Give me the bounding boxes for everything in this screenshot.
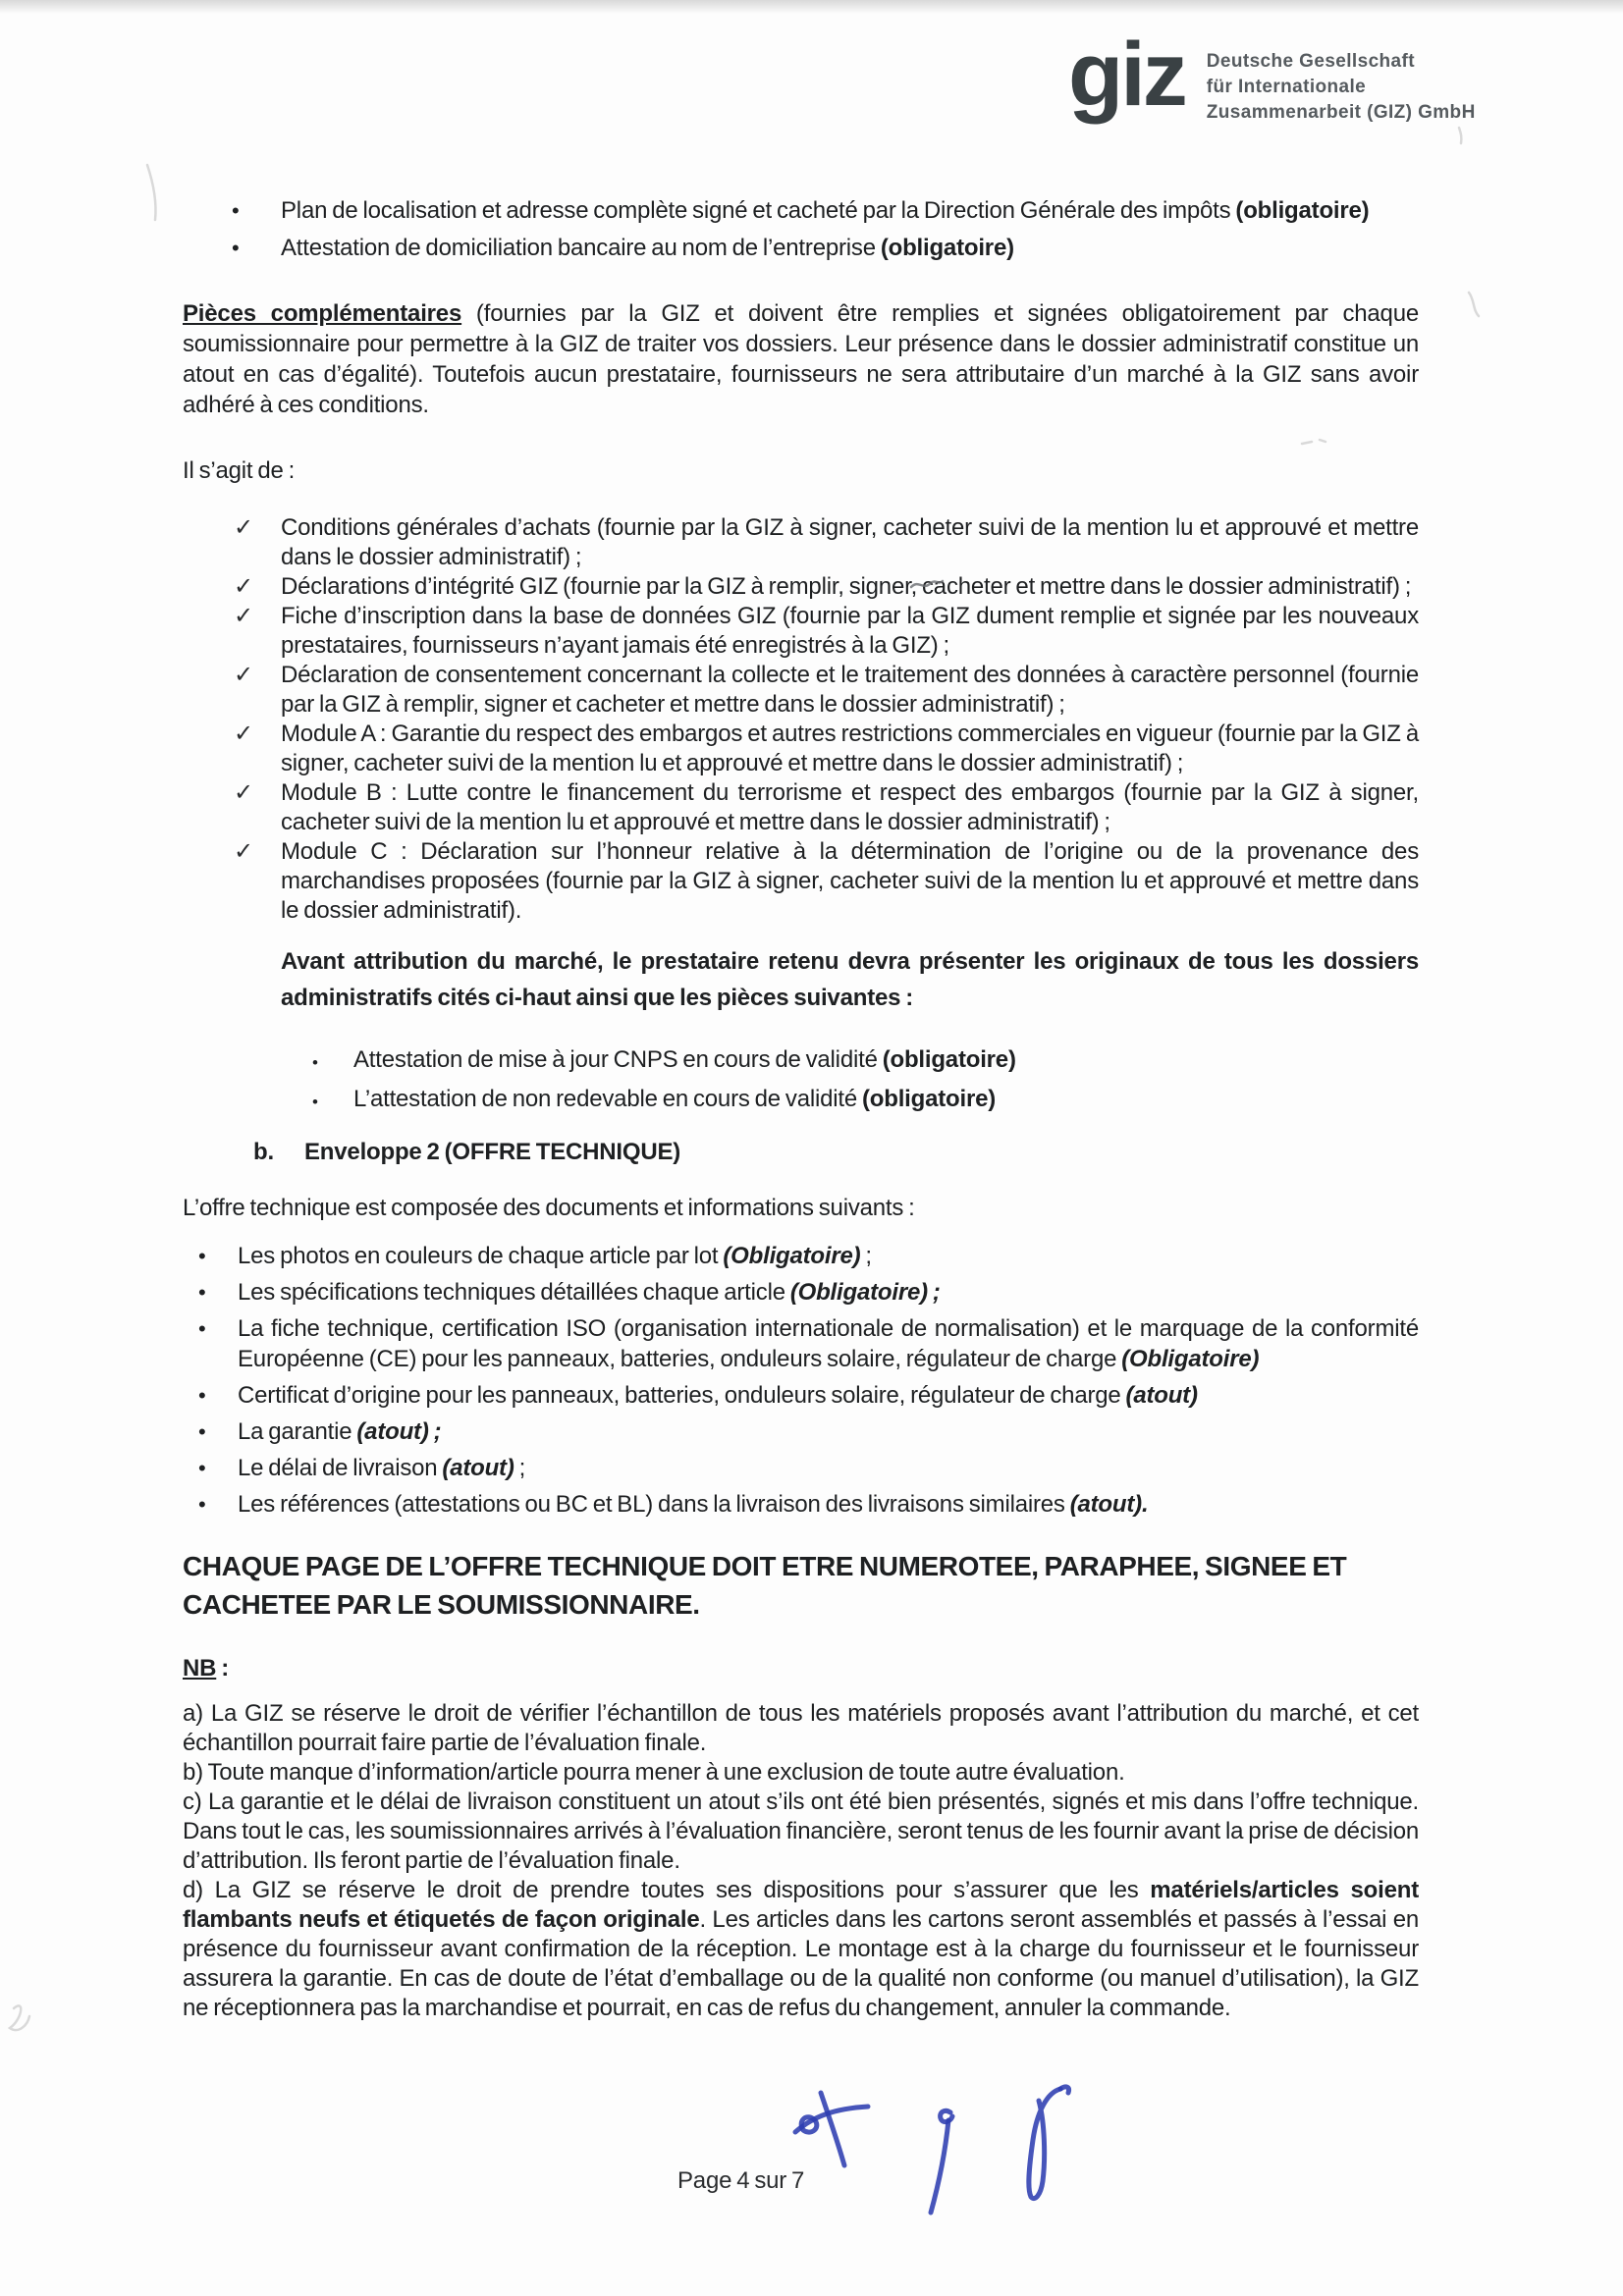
list-item-body: Attestation de domiciliation bancaire au nom de l’entreprise xyxy=(281,235,881,261)
list-item xyxy=(232,230,1419,267)
checklist-item-text: Conditions générales d’achats (fournie par la GIZ à signer, cacheter suivi de la mention lu et approuvé et mettre dans le dossier administratif) ; xyxy=(281,514,1419,570)
list-item-text xyxy=(281,230,1419,267)
note-d-body: d) La GIZ se réserve le droit de prendre toutes ses dispositions pour s’assurer que les xyxy=(183,1877,1151,1903)
obligatoire-flag: (obligatoire) xyxy=(861,1086,997,1112)
giz-logo-line3: Zusammenarbeit (GIZ) GmbH xyxy=(1206,102,1476,123)
list-item xyxy=(198,1416,1419,1447)
list-item-suffix: ; xyxy=(860,1243,872,1269)
list-item xyxy=(198,1241,1419,1271)
list-item-text xyxy=(238,1453,1419,1483)
emphasis-flag: (atout). xyxy=(1069,1491,1149,1518)
bullet-icon: • xyxy=(198,1456,206,1480)
checklist-item xyxy=(234,778,1419,837)
note-d xyxy=(183,1876,1419,2023)
emphasis-flag: (Obligatoire) ; xyxy=(789,1279,941,1306)
admin-bullet-list xyxy=(232,192,1419,267)
obligatoire-flag: (obligatoire) xyxy=(880,235,1014,261)
enveloppe2-title: Enveloppe 2 (OFFRE TECHNIQUE) xyxy=(304,1139,681,1165)
giz-logo-line1: Deutsche Gesellschaft xyxy=(1206,51,1415,72)
list-item-text xyxy=(238,1380,1419,1411)
nb-text: NB xyxy=(183,1655,217,1682)
checkmark-icon: ✓ xyxy=(234,662,253,688)
nb-label xyxy=(183,1653,1419,1683)
checklist-item-text: Fiche d’inscription dans la base de données GIZ (fournie par la GIZ dument remplie et signée par les nouveaux prestataires, fournisseurs n’ayant jamais été enregistrés à la GIZ) ; xyxy=(281,603,1419,659)
caps-requirement-heading: CHAQUE PAGE DE L’OFFRE TECHNIQUE DOIT ETRE NUMEROTEE, PARAPHEE, SIGNEE ET CACHETEE PAR LE SOUMISSIONNAIRE. xyxy=(183,1551,1347,1620)
list-item-body: Plan de localisation et adresse complète signé et cacheté par la Direction Générale des impôts xyxy=(281,197,1236,224)
checkmark-icon: ✓ xyxy=(234,514,253,541)
list-item-text xyxy=(238,1241,1419,1271)
pieces-complementaires-paragraph xyxy=(183,298,1419,420)
list-item xyxy=(312,1041,1419,1081)
checkmark-icon: ✓ xyxy=(234,838,253,865)
checklist-item xyxy=(234,720,1419,778)
notes-section xyxy=(183,1699,1419,2023)
offre-technique-bullet-list xyxy=(198,1241,1419,1520)
list-item-text xyxy=(281,192,1419,230)
list-item-text xyxy=(238,1489,1419,1520)
pieces-heading: Pièces complémentaires xyxy=(183,300,462,327)
list-item xyxy=(312,1081,1419,1120)
signature-mark-initial-f xyxy=(1029,2087,1069,2199)
cnps-bullet-list xyxy=(312,1041,1419,1120)
list-item-body: Attestation de mise à jour CNPS en cours de validité xyxy=(353,1046,883,1073)
checklist-item xyxy=(234,661,1419,720)
checkmark-icon: ✓ xyxy=(234,779,253,806)
list-item xyxy=(198,1277,1419,1308)
checklist-item-text: Module A : Garantie du respect des embargos et autres restrictions commerciales en vigueur (fournie par la GIZ à signer, cacheter suivi de la mention lu et approuvé et mettre dans le dossier administratif) ; xyxy=(281,721,1419,776)
bullet-icon: • xyxy=(198,1492,206,1517)
list-item-body: L’attestation de non redevable en cours de validité xyxy=(353,1086,862,1112)
bullet-icon: • xyxy=(198,1280,206,1305)
checkmark-icon: ✓ xyxy=(234,603,253,629)
pieces-body: (fournies par la GIZ et doivent être remplies et signées obligatoirement par chaque soumissionnaire pour permettre à la GIZ de traiter vos dossiers. Leur présence dans le dossier administratif constitue un atout en cas d’égalité). Toutefois aucun prestataire, fournisseurs ne sera attributaire d’un marché à la GIZ sans avoir adhéré à ces conditions. xyxy=(183,300,1420,418)
checklist-item xyxy=(234,572,1419,602)
emphasis-flag: (atout) xyxy=(1125,1382,1198,1409)
checklist-item-text: Module C : Déclaration sur l’honneur relative à la détermination de l’origine ou de la provenance des marchandises proposées (fournie par la GIZ à signer, cacheter suivi de la mention lu et approuvé et mettre dans le dossier administratif). xyxy=(281,838,1419,924)
obligatoire-flag: (obligatoire) xyxy=(1235,197,1370,224)
note-d-bold: matériels/articles soient flambants neufs et étiquetés de façon originale xyxy=(183,1877,1419,1933)
offre-intro-line: L’offre technique est composée des documents et informations suivants : xyxy=(183,1195,915,1221)
list-item xyxy=(198,1380,1419,1411)
emphasis-flag: (atout) ; xyxy=(356,1418,442,1445)
note-b: b) Toute manque d’information/article pourra mener à une exclusion de toute autre évaluation. xyxy=(183,1759,1125,1786)
enveloppe2-index: b. xyxy=(253,1139,274,1165)
required-documents-checklist xyxy=(234,513,1419,926)
list-item xyxy=(232,192,1419,230)
checkmark-icon: ✓ xyxy=(234,573,253,600)
list-item-text xyxy=(353,1081,1419,1117)
signature-mark-cross xyxy=(795,2093,868,2165)
note-c: c) La garantie et le délai de livraison constituent un atout s’ils ont été bien présentés, signés et mis dans l’offre technique. Dans tout le cas, les soumissionnaires arrivés à l’évaluation financière, seront tenus de les fournir avant la prise de décision d’attribution. Ils feront partie de l’évaluation finale. xyxy=(183,1789,1419,1874)
bullet-icon: • xyxy=(198,1316,206,1341)
emphasis-flag: (atout) xyxy=(442,1455,514,1481)
checklist-item xyxy=(234,513,1419,572)
list-item-body: Le délai de livraison xyxy=(238,1455,443,1481)
list-item-text xyxy=(238,1277,1419,1308)
bullet-icon: • xyxy=(198,1419,206,1444)
note-d-rest: . Les articles dans les cartons seront assemblés et passés à l’essai en présence du fournisseur avant confirmation de la réception. Le montage est à la charge du fournisseur et le fournisseur assurera la garantie. En cas de doute de l’état d’emballage ou de la qualité non conforme (ou manuel d’utilisation), la GIZ ne réceptionnera pas la marchandise et pourrait, en cas de refus du changement, annuler la commande. xyxy=(183,1906,1419,2021)
il-sagit-line: Il s’agit de : xyxy=(183,457,296,484)
list-item-body: Certificat d’origine pour les panneaux, batteries, onduleurs solaire, régulateur de charge xyxy=(238,1382,1126,1409)
list-item-body: La fiche technique, certification ISO (organisation internationale de normalisation) et le marquage de la conformité Européenne (CE) pour les panneaux, batteries, onduleurs solaire, régulateur de charge xyxy=(238,1315,1419,1372)
giz-logo-wordmark: giz xyxy=(1068,25,1185,125)
nb-colon: : xyxy=(216,1655,230,1682)
checklist-item-text: Module B : Lutte contre le financement du terrorisme et respect des embargos (fournie par la GIZ à signer, cacheter suivi de la mention lu et approuvé et mettre dans le dossier administratif) ; xyxy=(281,779,1419,835)
list-item-text xyxy=(238,1313,1419,1374)
giz-logo-line2: für Internationale xyxy=(1206,77,1367,97)
list-item-body: La garantie xyxy=(238,1418,357,1445)
emphasis-flag: (Obligatoire) xyxy=(723,1243,861,1269)
list-item xyxy=(198,1313,1419,1374)
enveloppe2-heading xyxy=(253,1136,1419,1169)
checklist-item xyxy=(234,602,1419,661)
emphasis-flag: (Obligatoire) xyxy=(1121,1346,1260,1372)
signature-mark-initial-j xyxy=(931,2110,952,2213)
checklist-item xyxy=(234,837,1419,926)
list-item-body: Les spécifications techniques détaillées chaque article xyxy=(238,1279,790,1306)
bullet-icon: • xyxy=(312,1093,318,1111)
list-item-body: Les photos en couleurs de chaque article par lot xyxy=(238,1243,724,1269)
list-item-text xyxy=(238,1416,1419,1447)
bullet-icon: • xyxy=(312,1053,318,1072)
checklist-item-text: Déclaration de consentement concernant la collecte et le traitement des données à caractère personnel (fournie par la GIZ à remplir, signer et cacheter et mettre dans le dossier administratif) ; xyxy=(281,662,1419,718)
note-a: a) La GIZ se réserve le droit de vérifier l’échantillon de tous les matériels proposés avant l’attribution du marché, et cet échantillon pourrait faire partie de l’évaluation finale. xyxy=(183,1700,1419,1756)
checklist-item-text: Déclarations d’intégrité GIZ (fournie par la GIZ à remplir, signer, cacheter et mettre dans le dossier administratif) ; xyxy=(281,573,1412,600)
list-item xyxy=(198,1453,1419,1483)
avant-attribution-paragraph: Avant attribution du marché, le prestataire retenu devra présenter les originaux de tous les dossiers administratifs cités ci-haut ainsi que les pièces suivantes : xyxy=(281,948,1419,1011)
list-item-text xyxy=(353,1041,1419,1078)
list-item-suffix: ; xyxy=(514,1455,526,1481)
checkmark-icon: ✓ xyxy=(234,721,253,747)
list-item xyxy=(198,1489,1419,1520)
bullet-icon: • xyxy=(232,198,240,223)
list-item-body: Les références (attestations ou BC et BL) dans la livraison des livraisons similaires xyxy=(238,1491,1070,1518)
obligatoire-flag: (obligatoire) xyxy=(882,1046,1016,1073)
page-number: Page 4 sur 7 xyxy=(677,2167,805,2194)
bullet-icon: • xyxy=(198,1383,206,1408)
bullet-icon: • xyxy=(198,1244,206,1268)
bullet-icon: • xyxy=(232,236,240,260)
